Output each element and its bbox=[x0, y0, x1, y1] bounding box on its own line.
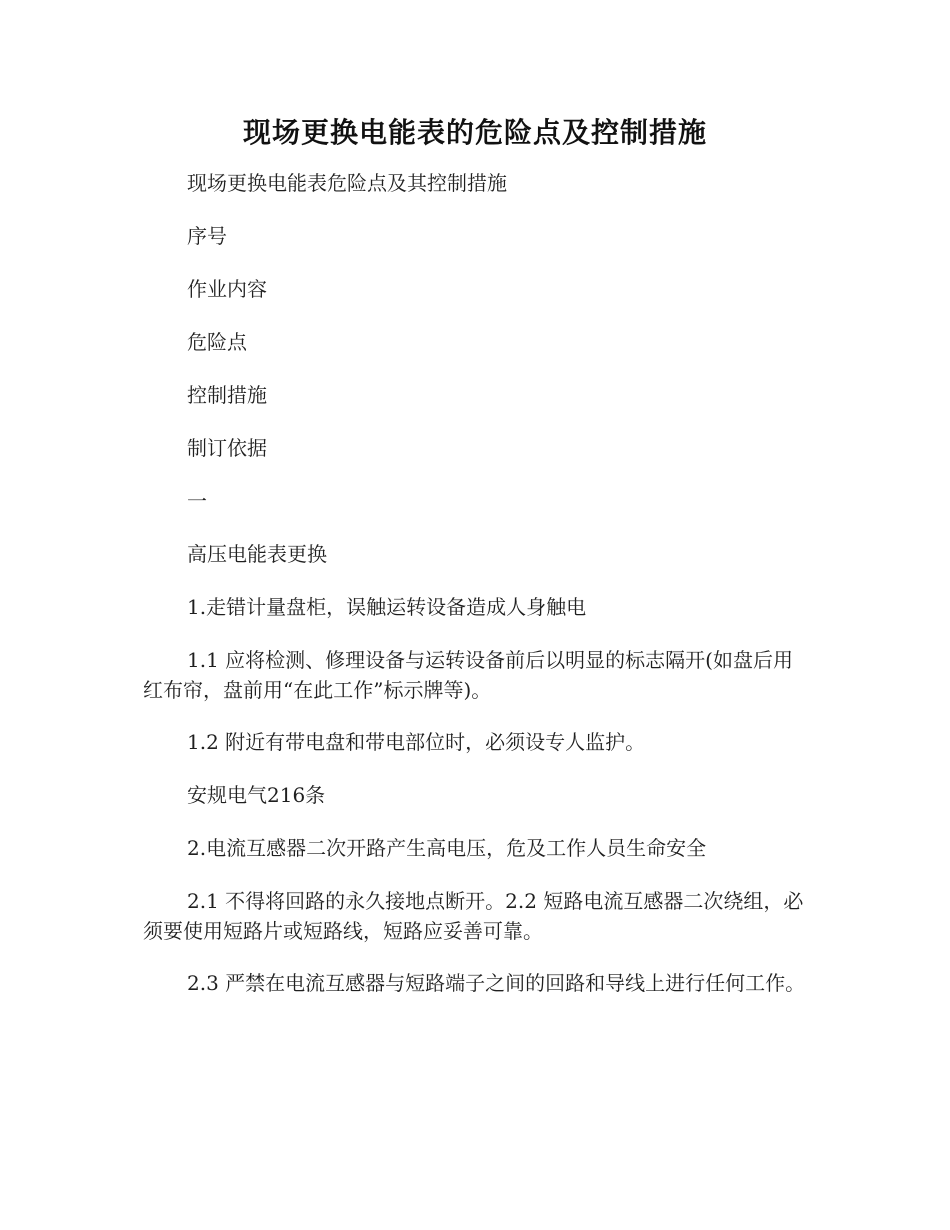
paragraph-control-measures: 控制措施 bbox=[187, 383, 267, 407]
paragraph-basis: 制订依据 bbox=[187, 436, 267, 460]
paragraph-hazard-1: 1.走错计量盘柜，误触运转设备造成人身触电 bbox=[187, 595, 587, 619]
paragraph-hv-meter-replacement: 高压电能表更换 bbox=[187, 542, 327, 566]
paragraph-measure-1-2: 1.2 附近有带电盘和带电部位时，必须设专人监护。 bbox=[187, 730, 646, 754]
paragraph-measure-2-1-2-2: 2.1 不得将回路的永久接地点断开。2.2 短路电流互感器二次绕组，必须要使用短路片或短路线，短路应妥善可靠。 bbox=[143, 889, 804, 943]
paragraph-hazard-point: 危险点 bbox=[187, 330, 247, 354]
paragraph-regulation-ref: 安规电气216条 bbox=[187, 783, 326, 807]
paragraph-subtitle: 现场更换电能表危险点及其控制措施 bbox=[187, 171, 507, 195]
paragraph-hazard-2: 2.电流互感器二次开路产生高电压，危及工作人员生命安全 bbox=[187, 836, 707, 860]
paragraph-work-content: 作业内容 bbox=[187, 277, 267, 301]
paragraph-measure-2-3: 2.3 严禁在电流互感器与短路端子之间的回路和导线上进行任何工作。 bbox=[187, 971, 806, 995]
paragraph-serial-number: 序号 bbox=[187, 224, 227, 248]
document-title: 现场更换电能表的危险点及控制措施 bbox=[242, 116, 707, 149]
paragraph-measure-1-1: 1.1 应将检测、修理设备与运转设备前后以明显的标志隔开(如盘后用红布帘，盘前用“在此工作”标示牌等)。 bbox=[143, 648, 793, 702]
paragraph-section-one: 一 bbox=[187, 489, 207, 513]
